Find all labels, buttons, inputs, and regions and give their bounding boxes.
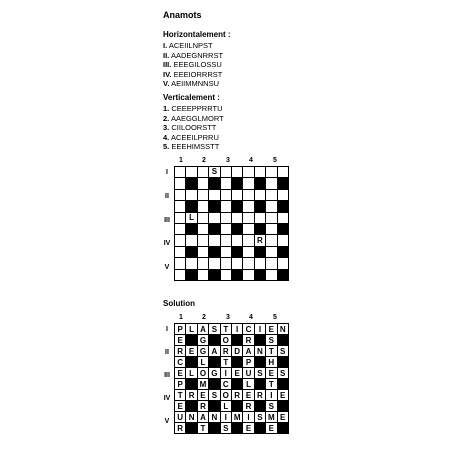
puzzle-row-labels: [160, 167, 174, 285]
row-label: V: [164, 418, 170, 425]
clue-h1: I. ACEIILNPST: [163, 41, 213, 50]
solution-cell: I: [231, 324, 242, 335]
puzzle-cell[interactable]: [243, 269, 254, 280]
puzzle-cell[interactable]: [266, 167, 277, 178]
puzzle-cell[interactable]: [197, 201, 208, 212]
puzzle-cell[interactable]: [209, 258, 220, 269]
solution-cell: U: [175, 412, 186, 423]
puzzle-cell[interactable]: [243, 189, 254, 200]
puzzle-cell[interactable]: [277, 235, 288, 246]
black-cell: [231, 357, 242, 368]
solution-cell: A: [197, 412, 208, 423]
solution-cell: R: [175, 423, 186, 434]
row-label: III: [164, 217, 170, 224]
row-label: IV: [163, 395, 171, 402]
black-cell: [186, 223, 197, 234]
black-cell: [277, 357, 288, 368]
puzzle-cell[interactable]: [231, 235, 242, 246]
puzzle-cell[interactable]: [231, 189, 242, 200]
puzzle-cell[interactable]: [220, 258, 231, 269]
puzzle-cell[interactable]: [197, 269, 208, 280]
puzzle-cell[interactable]: [197, 189, 208, 200]
puzzle-cell[interactable]: [186, 189, 197, 200]
puzzle-grid: [174, 166, 289, 281]
solution-cell: T: [220, 357, 231, 368]
puzzle-cell[interactable]: [277, 212, 288, 223]
black-cell: [231, 379, 242, 390]
solution-cell: T: [266, 346, 277, 357]
clue-v1: 1. CEEEPPRRTU: [163, 104, 223, 113]
black-cell: [209, 335, 220, 346]
puzzle-cell[interactable]: [186, 235, 197, 246]
solution-cell: S: [266, 335, 277, 346]
solution-cell: R: [220, 346, 231, 357]
puzzle-cell[interactable]: [243, 246, 254, 257]
puzzle-cell[interactable]: [220, 223, 231, 234]
puzzle-cell[interactable]: [197, 246, 208, 257]
solution-cell: S: [266, 401, 277, 412]
black-cell: [277, 269, 288, 280]
solution-cell: L: [197, 357, 208, 368]
grid-row: [175, 178, 289, 189]
black-cell: [231, 223, 242, 234]
grid-row: [175, 201, 289, 212]
black-cell: [254, 178, 265, 189]
puzzle-cell[interactable]: [186, 258, 197, 269]
column-label: 1: [179, 314, 183, 321]
column-label: 3: [226, 314, 230, 321]
solution-cell: P: [175, 379, 186, 390]
puzzle-cell[interactable]: [266, 189, 277, 200]
puzzle-cell[interactable]: L: [186, 212, 197, 223]
solution-cell: O: [220, 335, 231, 346]
puzzle-cell[interactable]: [266, 201, 277, 212]
solution-cell: C: [220, 379, 231, 390]
grid-row: [175, 246, 289, 257]
solution-cell: I: [254, 324, 265, 335]
solution-cell: I: [220, 412, 231, 423]
black-cell: [277, 423, 288, 434]
puzzle-cell[interactable]: [231, 258, 242, 269]
row-label: I: [166, 169, 168, 176]
puzzle-cell[interactable]: [220, 269, 231, 280]
puzzle-cell[interactable]: [266, 246, 277, 257]
black-cell: [231, 178, 242, 189]
puzzle-cell[interactable]: R: [254, 235, 265, 246]
black-cell: [209, 201, 220, 212]
black-cell: [186, 246, 197, 257]
black-cell: [231, 423, 242, 434]
puzzle-cell[interactable]: [266, 235, 277, 246]
solution-cell: T: [220, 324, 231, 335]
clue-v2: 2. AAEGGLMORT: [163, 113, 224, 123]
solution-row-labels: [160, 324, 174, 442]
puzzle-cell[interactable]: [220, 178, 231, 189]
puzzle-cell[interactable]: [277, 189, 288, 200]
puzzle-cell[interactable]: [220, 201, 231, 212]
solution-cell: M: [231, 412, 242, 423]
row-label: IV: [163, 240, 171, 247]
grid-row: [175, 412, 289, 423]
black-cell: [186, 357, 197, 368]
puzzle-cell[interactable]: [175, 212, 186, 223]
black-cell: [231, 269, 242, 280]
puzzle-cell[interactable]: [175, 235, 186, 246]
puzzle-cell[interactable]: [266, 178, 277, 189]
solution-cell: L: [243, 379, 254, 390]
grid-row: [175, 167, 289, 178]
puzzle-cell[interactable]: [209, 212, 220, 223]
black-cell: [277, 401, 288, 412]
solution-cell: E: [277, 412, 288, 423]
solution-cell: I: [243, 412, 254, 423]
puzzle-cell[interactable]: [243, 201, 254, 212]
grid-row: [175, 324, 289, 335]
black-cell: [254, 423, 265, 434]
black-cell: [277, 201, 288, 212]
solution-cell: R: [197, 401, 208, 412]
solution-cell: H: [266, 357, 277, 368]
solution-cell: L: [186, 368, 197, 379]
puzzle-cell[interactable]: [175, 201, 186, 212]
puzzle-cell[interactable]: [277, 167, 288, 178]
black-cell: [186, 269, 197, 280]
black-cell: [254, 379, 265, 390]
clue-h5: V. AEIIMMNNSU: [163, 79, 219, 88]
black-cell: [186, 423, 197, 434]
puzzle-cell[interactable]: [186, 167, 197, 178]
puzzle-cell[interactable]: [254, 212, 265, 223]
solution-cell: A: [209, 346, 220, 357]
solution-grid: [174, 323, 289, 434]
puzzle-cell[interactable]: [266, 223, 277, 234]
clue-h2: II. AADEGNRRST: [163, 50, 224, 60]
column-label: 5: [273, 314, 277, 321]
solution-cell: L: [186, 324, 197, 335]
column-label: 4: [249, 157, 253, 164]
row-label: V: [164, 264, 170, 271]
solution-cell: T: [266, 379, 277, 390]
puzzle-cell[interactable]: [254, 167, 265, 178]
black-cell: [254, 223, 265, 234]
grid-row: [175, 212, 289, 223]
black-cell: [254, 335, 265, 346]
solution-cell: M: [266, 412, 277, 423]
solution-cell: S: [277, 368, 288, 379]
solution-cell: N: [186, 412, 197, 423]
solution-cell: E: [175, 335, 186, 346]
solution-cell: S: [220, 423, 231, 434]
solution-cell: U: [243, 368, 254, 379]
puzzle-cell[interactable]: S: [209, 167, 220, 178]
solution-cell: R: [186, 390, 197, 401]
column-label: 5: [273, 157, 277, 164]
solution-cell: O: [197, 368, 208, 379]
puzzle-cell[interactable]: [243, 223, 254, 234]
black-cell: [254, 201, 265, 212]
solution-cell: T: [175, 390, 186, 401]
horizontal-clues: [163, 41, 223, 89]
black-cell: [209, 423, 220, 434]
puzzle-cell[interactable]: [220, 212, 231, 223]
solution-cell: M: [197, 379, 208, 390]
black-cell: [209, 223, 220, 234]
solution-cell: N: [209, 412, 220, 423]
solution-cell: G: [209, 368, 220, 379]
puzzle-cell[interactable]: [175, 246, 186, 257]
clue-v4: 4. ACEEILPRRU: [163, 132, 219, 142]
puzzle-column-labels: [175, 157, 293, 165]
solution-cell: E: [266, 368, 277, 379]
black-cell: [186, 178, 197, 189]
black-cell: [277, 178, 288, 189]
puzzle-cell[interactable]: [243, 212, 254, 223]
puzzle-cell[interactable]: [175, 223, 186, 234]
black-cell: [277, 223, 288, 234]
puzzle-cell[interactable]: [175, 258, 186, 269]
puzzle-cell[interactable]: [231, 167, 242, 178]
puzzle-cell[interactable]: [277, 258, 288, 269]
solution-cell: P: [243, 357, 254, 368]
puzzle-cell[interactable]: [220, 246, 231, 257]
solution-cell: E: [243, 423, 254, 434]
solution-cell: G: [197, 335, 208, 346]
puzzle-cell[interactable]: [175, 189, 186, 200]
solution-cell: L: [220, 401, 231, 412]
black-cell: [277, 379, 288, 390]
puzzle-cell[interactable]: [175, 178, 186, 189]
clue-v5: 5. EEEHIMSSTT: [163, 142, 220, 151]
grid-row: [175, 390, 289, 401]
solution-cell: E: [231, 368, 242, 379]
solution-cell: R: [243, 401, 254, 412]
black-cell: [186, 201, 197, 212]
clue-h3: III. EEEGILOSSU: [163, 60, 222, 69]
solution-cell: S: [209, 390, 220, 401]
black-cell: [277, 335, 288, 346]
puzzle-cell[interactable]: [197, 212, 208, 223]
black-cell: [186, 401, 197, 412]
puzzle-cell[interactable]: [254, 258, 265, 269]
solution-cell: E: [175, 401, 186, 412]
puzzle-cell[interactable]: [243, 178, 254, 189]
black-cell: [209, 246, 220, 257]
grid-row: [175, 423, 289, 434]
solution-cell: C: [243, 324, 254, 335]
grid-row: [175, 258, 289, 269]
black-cell: [254, 401, 265, 412]
black-cell: [254, 269, 265, 280]
solution-cell: R: [231, 390, 242, 401]
solution-cell: E: [186, 346, 197, 357]
row-label: III: [164, 372, 170, 379]
solution-cell: S: [209, 324, 220, 335]
column-label: 2: [202, 157, 206, 164]
solution-header: Solution: [163, 299, 195, 308]
puzzle-cell[interactable]: [254, 189, 265, 200]
puzzle-cell[interactable]: [175, 167, 186, 178]
vertical-clues: [163, 104, 224, 152]
puzzle-cell[interactable]: [220, 235, 231, 246]
solution-cell: E: [277, 390, 288, 401]
row-label: II: [165, 193, 169, 200]
puzzle-cell[interactable]: [220, 189, 231, 200]
puzzle-cell[interactable]: [266, 258, 277, 269]
solution-cell: A: [197, 324, 208, 335]
solution-cell: S: [277, 346, 288, 357]
vertical-header: Verticalement :: [163, 93, 220, 102]
grid-row: [175, 401, 289, 412]
solution-cell: D: [231, 346, 242, 357]
solution-cell: E: [266, 324, 277, 335]
solution-column-labels: [175, 314, 293, 322]
page-title: Anamots: [163, 10, 202, 20]
black-cell: [209, 401, 220, 412]
solution-cell: A: [243, 346, 254, 357]
solution-cell: S: [254, 368, 265, 379]
clue-v3: 3. CIILOORSTT: [163, 123, 217, 132]
black-cell: [254, 357, 265, 368]
puzzle-cell[interactable]: [175, 269, 186, 280]
solution-cell: N: [277, 324, 288, 335]
black-cell: [231, 246, 242, 257]
grid-row: [175, 346, 289, 357]
grid-row: [175, 379, 289, 390]
puzzle-cell[interactable]: [220, 167, 231, 178]
grid-row: [175, 368, 289, 379]
column-label: 4: [249, 314, 253, 321]
puzzle-cell[interactable]: [209, 235, 220, 246]
solution-cell: C: [175, 357, 186, 368]
puzzle-cell[interactable]: [266, 269, 277, 280]
solution-cell: R: [175, 346, 186, 357]
grid-row: [175, 269, 289, 280]
solution-cell: N: [254, 346, 265, 357]
row-label: I: [166, 326, 168, 333]
clue-h4: IV. EEEIORRRST: [163, 69, 223, 79]
puzzle-cell[interactable]: [231, 212, 242, 223]
puzzle-cell[interactable]: [243, 235, 254, 246]
solution-cell: G: [197, 346, 208, 357]
solution-cell: E: [197, 390, 208, 401]
column-label: 2: [202, 314, 206, 321]
black-cell: [209, 269, 220, 280]
solution-cell: R: [243, 335, 254, 346]
puzzle-cell[interactable]: [197, 167, 208, 178]
grid-row: [175, 189, 289, 200]
solution-cell: R: [254, 390, 265, 401]
solution-cell: P: [175, 324, 186, 335]
solution-cell: I: [266, 390, 277, 401]
puzzle-cell[interactable]: [197, 235, 208, 246]
grid-row: [175, 223, 289, 234]
solution-cell: E: [175, 368, 186, 379]
solution-cell: I: [220, 368, 231, 379]
black-cell: [186, 379, 197, 390]
black-cell: [209, 379, 220, 390]
grid-row: [175, 357, 289, 368]
solution-cell: E: [243, 390, 254, 401]
black-cell: [209, 357, 220, 368]
grid-row: [175, 235, 289, 246]
black-cell: [277, 246, 288, 257]
puzzle-cell[interactable]: [197, 223, 208, 234]
black-cell: [186, 335, 197, 346]
solution-cell: T: [197, 423, 208, 434]
solution-cell: O: [220, 390, 231, 401]
grid-row: [175, 335, 289, 346]
column-label: 1: [179, 157, 183, 164]
column-label: 3: [226, 157, 230, 164]
solution-cell: E: [266, 423, 277, 434]
black-cell: [231, 401, 242, 412]
puzzle-cell[interactable]: [197, 178, 208, 189]
black-cell: [231, 201, 242, 212]
row-label: II: [165, 349, 169, 356]
puzzle-cell[interactable]: [243, 258, 254, 269]
puzzle-cell[interactable]: [266, 212, 277, 223]
puzzle-cell[interactable]: [243, 167, 254, 178]
black-cell: [231, 335, 242, 346]
puzzle-cell[interactable]: [197, 258, 208, 269]
solution-cell: S: [254, 412, 265, 423]
black-cell: [209, 178, 220, 189]
puzzle-cell[interactable]: [209, 189, 220, 200]
black-cell: [254, 246, 265, 257]
horizontal-header: Horizontalement :: [163, 30, 231, 39]
